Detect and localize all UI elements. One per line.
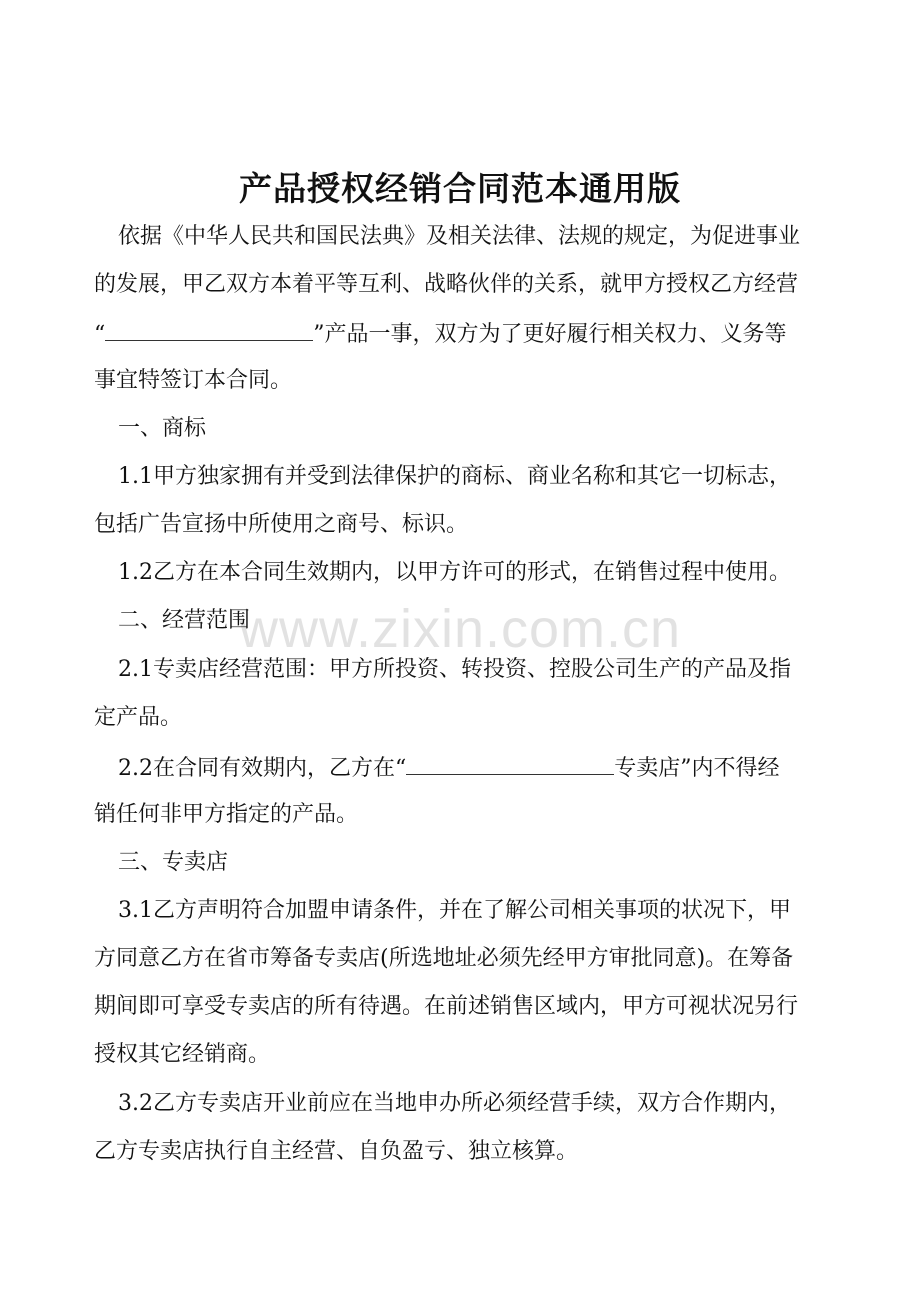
clause-line: 1.1甲方独家拥有并受到法律保护的商标、商业名称和其它一切标志， xyxy=(118,464,791,489)
watermark: www.zixin.com.cn xyxy=(238,599,682,659)
clause-line: 销任何非甲方指定的产品。 xyxy=(94,802,359,827)
clause-line: 2.1专卖店经营范围：甲方所投资、转投资、控股公司生产的产品及指 xyxy=(118,657,791,682)
clause-line-rest: 专卖店”内不得经 xyxy=(614,756,780,781)
clause-line: 乙方专卖店执行自主经营、自负盈亏、独立核算。 xyxy=(94,1139,579,1164)
section-heading: 二、经营范围 xyxy=(118,608,251,633)
section-heading: 三、专卖店 xyxy=(118,850,229,875)
clause-line: 方同意乙方在省市筹备专卖店(所选地址必须先经甲方审批同意)。在筹备 xyxy=(94,946,794,971)
clause-line: 1.2乙方在本合同生效期内，以甲方许可的形式，在销售过程中使用。 xyxy=(118,560,791,585)
product-name-blank xyxy=(105,318,313,341)
paragraph-line-rest: ”产品一事，双方为了更好履行相关权力、义务等 xyxy=(313,322,787,347)
store-name-blank xyxy=(406,752,614,775)
document-title: 产品授权经销合同范本通用版 xyxy=(239,169,681,208)
paragraph-line: 事宜特签订本合同。 xyxy=(94,368,293,393)
clause-line-start: 2.2在合同有效期内，乙方在“ xyxy=(118,756,407,781)
clause-line: 定产品。 xyxy=(94,705,183,730)
paragraph-line-with-blank xyxy=(94,318,787,350)
clause-line: 3.1乙方声明符合加盟申请条件，并在了解公司相关事项的状况下，甲 xyxy=(118,898,791,923)
paragraph-line: 依据《中华人民共和国民法典》及相关法律、法规的规定，为促进事业 xyxy=(118,224,801,249)
clause-line: 3.2乙方专卖店开业前应在当地申办所必须经营手续，双方合作期内， xyxy=(118,1091,791,1116)
open-quote: “ xyxy=(94,322,106,347)
clause-line: 期间即可享受专卖店的所有待遇。在前述销售区域内，甲方可视状况另行 xyxy=(94,994,799,1019)
section-heading: 一、商标 xyxy=(118,416,207,441)
paragraph-line: 的发展，甲乙双方本着平等互利、战略伙伴的关系，就甲方授权乙方经营 xyxy=(94,272,799,297)
clause-line-with-blank xyxy=(118,752,780,784)
clause-line: 包括广告宣扬中所使用之商号、标识。 xyxy=(94,512,469,537)
clause-line: 授权其它经销商。 xyxy=(94,1042,271,1067)
